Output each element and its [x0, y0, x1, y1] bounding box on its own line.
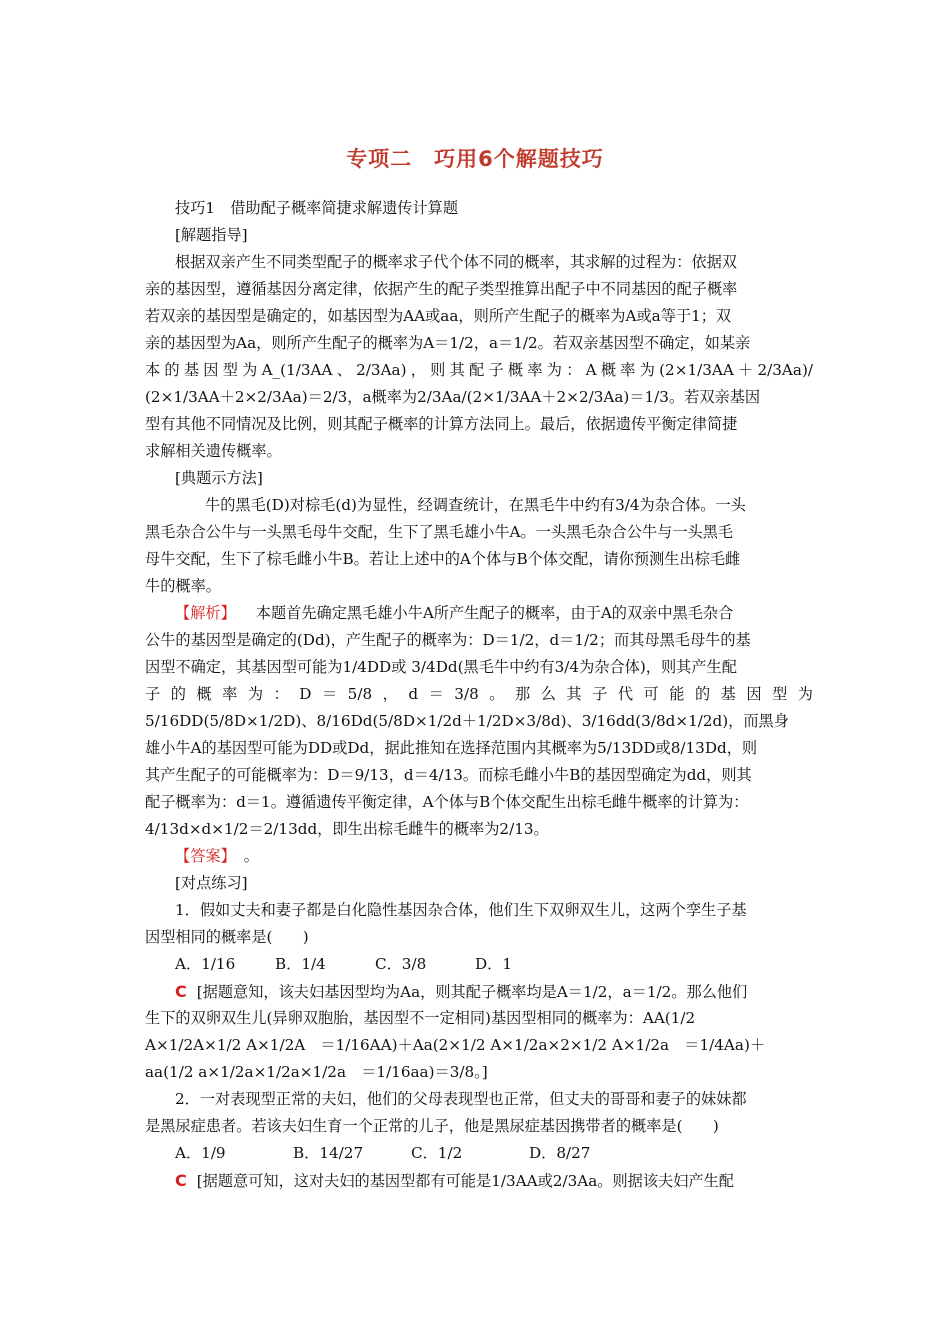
document-body — [145, 195, 813, 1194]
explanation-first-line — [145, 978, 813, 1005]
explanation-first-line — [145, 1167, 813, 1194]
option-b: B．1/4 — [275, 955, 326, 973]
guide-line: 亲的基因型为Aa，则所产生配子的概率为A＝1/2，a＝1/2。若双亲基因型不确定，如某亲 — [145, 334, 751, 352]
question-options — [145, 1140, 813, 1167]
guide-line: 型有其他不同情况及比例，则其配子概率的计算方法同上。最后，依据遗传平衡定律简捷 — [145, 415, 738, 433]
answer-text: 。 — [243, 847, 259, 865]
example-line: 牛的黑毛(D)对棕毛(d)为显性，经调查统计，在黑毛牛中约有3/4为杂合体。一头 — [205, 496, 746, 514]
analysis-first-line — [145, 600, 813, 627]
explanation-line: aa(1/2 a×1/2a×1/2a×1/2a ＝1/16aa)＝3/8。] — [145, 1063, 488, 1081]
analysis-line: 子的概率为：D＝5/8，d＝3/8。那么其子代可能的基因型为 — [145, 685, 813, 703]
question-line: 2．一对表现型正常的夫妇，他们的父母表现型也正常，但丈夫的哥哥和妻子的妹妹都 — [175, 1090, 747, 1108]
answer-line — [145, 843, 813, 870]
option-d: D．1 — [475, 955, 513, 973]
option-b: B．14/27 — [293, 1144, 364, 1162]
answer-tag: 【答案】 — [175, 847, 236, 865]
option-a: A．1/9 — [175, 1144, 226, 1162]
example-line: 母牛交配，生下了棕毛雌小牛B。若让上述中的A个体与B个体交配，请你预测生出棕毛雌 — [145, 550, 741, 568]
analysis-tag: 【解析】 — [175, 604, 236, 622]
guide-line: 求解相关遗传概率。 — [145, 442, 282, 460]
question-1 — [145, 897, 813, 1086]
page-title: 专项二 巧用6个解题技巧 — [346, 147, 604, 171]
analysis-line: 5/16DD(5/8D×1/2D)、8/16Dd(5/8D×1/2d＋1/2D×3/8d)、3/16dd(3/8d×1/2d)，而黑身 — [145, 712, 789, 730]
guide-label: [解题指导] — [175, 226, 248, 244]
question-line: 因型相同的概率是( ) — [145, 928, 309, 946]
guide-line: (2×1/3AA＋2×2/3Aa)＝2/3，a概率为2/3Aa/(2×1/3AA＋2×2/3Aa)＝1/3。若双亲基因 — [145, 388, 761, 406]
practice-label: [对点练习] — [175, 874, 248, 892]
question-options — [145, 951, 813, 978]
guide-line: 若双亲的基因型是确定的，如基因型为AA或aa，则所产生配子的概率为A或a等于1；双 — [145, 307, 732, 325]
analysis-paragraph — [145, 600, 813, 843]
technique-heading: 技巧1 借助配子概率简捷求解遗传计算题 — [175, 199, 459, 217]
example-label: [典题示方法] — [175, 469, 263, 487]
option-c: C．1/2 — [411, 1144, 463, 1162]
question-line: 是黑尿症患者。若该夫妇生育一个正常的儿子，他是黑尿症基因携带者的概率是( ) — [145, 1117, 719, 1135]
answer-letter: C — [175, 982, 187, 1001]
option-d: D．8/27 — [529, 1144, 591, 1162]
analysis-line: 其产生配子的可能概率为：D＝9/13，d＝4/13。而棕毛雌小牛B的基因型确定为dd，则其 — [145, 766, 752, 784]
analysis-line: 因型不确定，其基因型可能为1/4DD或 3/4Dd(黑毛牛中约有3/4为杂合体)，则其产生配 — [145, 658, 737, 676]
analysis-line: 配子概率为：d＝1。遵循遗传平衡定律，A个体与B个体交配生出棕毛雌牛概率的计算为： — [145, 793, 749, 811]
analysis-line: 4/13d×d×1/2＝2/13dd，即生出棕毛雌牛的概率为2/13。 — [145, 820, 549, 838]
explanation-line: [据题意可知，这对夫妇的基因型都有可能是1/3AA或2/3Aa。则据该夫妇产生配 — [196, 1172, 734, 1190]
explanation-line: A×1/2A×1/2 A×1/2A ＝1/16AA)＋Aa(2×1/2 A×1/2a×2×1/2 A×1/2a ＝1/4Aa)＋ — [145, 1036, 766, 1054]
answer-letter: C — [175, 1171, 187, 1190]
explanation-line: [据题意知，该夫妇基因型均为Aa，则其配子概率均是A＝1/2，a＝1/2。那么他们 — [196, 983, 748, 1001]
guide-paragraph — [145, 249, 813, 465]
option-c: C．3/8 — [375, 955, 427, 973]
question-line: 1．假如丈夫和妻子都是白化隐性基因杂合体，他们生下双卵双生儿，这两个孪生子基 — [175, 901, 747, 919]
example-paragraph — [145, 492, 813, 600]
guide-line: 本的基因型为A_(1/3AA、2/3Aa)，则其配子概率为：A概率为(2×1/3AA＋2/3Aa)/ — [145, 361, 813, 379]
guide-line: 亲的基因型，遵循基因分离定律，依据产生的配子类型推算出配子中不同基因的配子概率 — [145, 280, 738, 298]
analysis-line: 公牛的基因型是确定的(Dd)，产生配子的概率为：D＝1/2，d＝1/2；而其母黑毛母牛的基 — [145, 631, 751, 649]
analysis-line: 本题首先确定黑毛雄小牛A所产生配子的概率，由于A的双亲中黑毛杂合 — [255, 604, 734, 622]
explanation-line: 生下的双卵双生儿(异卵双胞胎，基因型不一定相同)基因型相同的概率为：AA(1/2 — [145, 1009, 696, 1027]
example-line: 牛的概率。 — [145, 577, 221, 595]
example-line: 黑毛杂合公牛与一头黑毛母牛交配，生下了黑毛雄小牛A。一头黑毛杂合公牛与一头黑毛 — [145, 523, 734, 541]
analysis-line: 雄小牛A的基因型可能为DD或Dd，据此推知在选择范围内其概率为5/13DD或8/13Dd，则 — [145, 739, 758, 757]
question-2 — [145, 1086, 813, 1194]
guide-line: 根据双亲产生不同类型配子的概率求子代个体不同的概率，其求解的过程为：依据双 — [175, 253, 737, 271]
option-a: A．1/16 — [175, 955, 236, 973]
